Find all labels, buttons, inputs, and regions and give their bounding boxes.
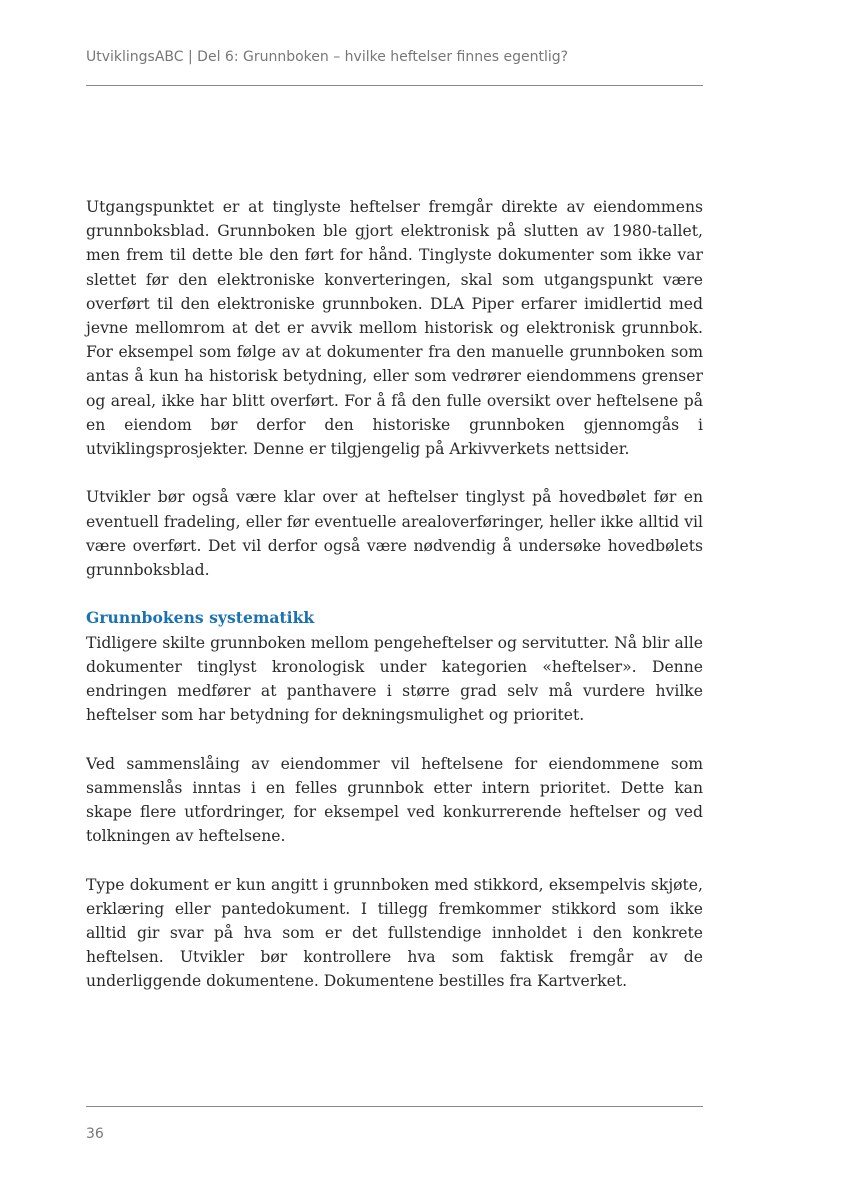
paragraph: Ved sammenslåing av eiendommer vil heftelsene for eiendommene som sammenslås inntas i en felles grunnbok etter intern prioritet. Dette kan skape flere utfordringer, for eksempel ved konkurrerende heftelser og ved tolkningen av heftelsene. [86,754,703,846]
paragraph: Tidligere skilte grunnboken mellom pengeheftelser og servitutter. Nå blir alle dokumenter tinglyst kronologisk under kategorien «heftelser». Denne endringen medfører at panthavere i større grad selv må vurdere hvilke heftelser som har betydning for dekningsmulighet og prioritet. [86,633,703,725]
paragraph: Utgangspunktet er at tinglyste heftelser fremgår direkte av eiendommens grunnboksblad. Grunnboken ble gjort elektronisk på slutten av 1980-tallet, men frem til dette ble den ført for hånd. Tinglyste dokumenter som ikke var slettet før den elektroniske konverteringen, skal som utgangspunkt være overført til den elektroniske grunnboken. DLA Piper erfarer imidlertid med jevne mellomrom at det er avvik mellom historisk og elektronisk grunnbok. For eksempel som følge av at dokumenter fra den manuelle grunnboken som antas å kun ha historisk betydning, eller som vedrører eiendommens grenser og areal, ikke har blitt overført. For å få den fulle oversikt over heftelsene på en eiendom bør derfor den historiske grunnboken gjennomgås i utviklingsprosjekter. Denne er tilgjengelig på Arkivverkets nettsider. [86,198,703,459]
paragraph: Type dokument er kun angitt i grunnboken med stikkord, eksempelvis skjøte, erklæring eller pantedokument. I tillegg fremkommer stikkord som ikke alltid gir svar på hva som er det fullstendige innholdet i den konkrete heftelsen. Utvikler bør kontrollere hva som faktisk fremgår av de underliggende dokumentene. Dokumentene bestilles fra Kartverket. [86,875,703,991]
footer-divider [86,1106,703,1107]
header-divider [86,85,703,86]
paragraph: Utvikler bør også være klar over at heftelser tinglyst på hovedbølet før en eventuell fradeling, eller før eventuelle arealoverføringer, heller ikke alltid vil være overført. Det vil derfor også være nødvendig å undersøke hovedbølets grunnboksblad. [86,488,703,580]
body-text [86,195,703,994]
running-header: UtviklingsABC | Del 6: Grunnboken – hvilke heftelser finnes egentlig? [86,49,569,65]
page-number: 36 [86,1126,104,1142]
section-heading: Grunnbokens systematikk [86,608,315,628]
